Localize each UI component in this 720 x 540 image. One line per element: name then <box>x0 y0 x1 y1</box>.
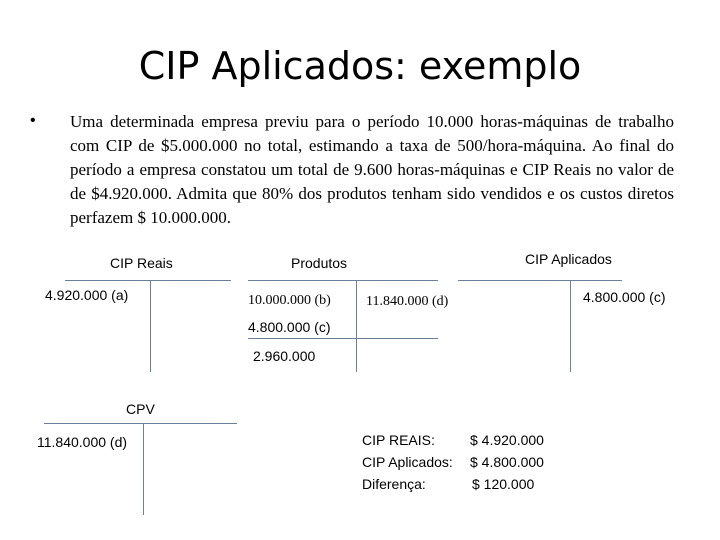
cip-reais-center-rule <box>150 280 151 372</box>
produtos-title: Produtos <box>291 255 348 271</box>
summary-label: Diferença: <box>362 476 426 492</box>
produtos-balance-rule <box>248 338 438 339</box>
bullet-marker: • <box>30 112 36 129</box>
summary-value: $ 4.800.000 <box>470 454 544 470</box>
cip-aplicados-top-rule <box>458 280 622 281</box>
cip-aplicados-credit: 4.800.000 (c) <box>583 289 666 305</box>
cpv-top-rule <box>44 423 237 424</box>
slide-title: CIP Aplicados: exemplo <box>138 44 582 88</box>
summary-label: CIP REAIS: <box>362 432 435 448</box>
cpv-center-rule <box>143 423 144 515</box>
produtos-balance: 2.960.000 <box>253 348 316 364</box>
produtos-credit: 11.840.000 (d) <box>366 294 449 309</box>
cip-reais-debit: 4.920.000 (a) <box>45 287 129 303</box>
produtos-debit-2: 4.800.000 (c) <box>248 319 331 335</box>
problem-statement: Uma determinada empresa previu para o período 10.000 horas-máquinas de trabalho com CIP de $5.000.000 no total, estimando a taxa de 500/hora-máquina. Ao final do período a empresa constatou um total de 9.600 horas-máquinas e CIP Reais no valor de de $4.920.000. Admita que 80% dos produtos tenham sido vendidos e os custos diretos perfazem $ 10.000.000. <box>70 112 674 227</box>
produtos-center-rule <box>356 280 357 372</box>
produtos-debit-1: 10.000.000 (b) <box>248 293 331 308</box>
cip-aplicados-center-rule <box>570 280 571 372</box>
produtos-top-rule <box>248 280 438 281</box>
summary-label: CIP Aplicados: <box>362 454 453 470</box>
cpv-debit: 11.840.000 (d) <box>37 434 128 450</box>
summary-value: $ 120.000 <box>472 476 535 492</box>
cip-reais-top-rule <box>65 280 231 281</box>
cip-aplicados-title: CIP Aplicados <box>525 251 612 267</box>
summary-value: $ 4.920.000 <box>470 432 544 448</box>
cip-reais-title: CIP Reais <box>110 255 173 271</box>
cpv-title: CPV <box>126 401 155 417</box>
